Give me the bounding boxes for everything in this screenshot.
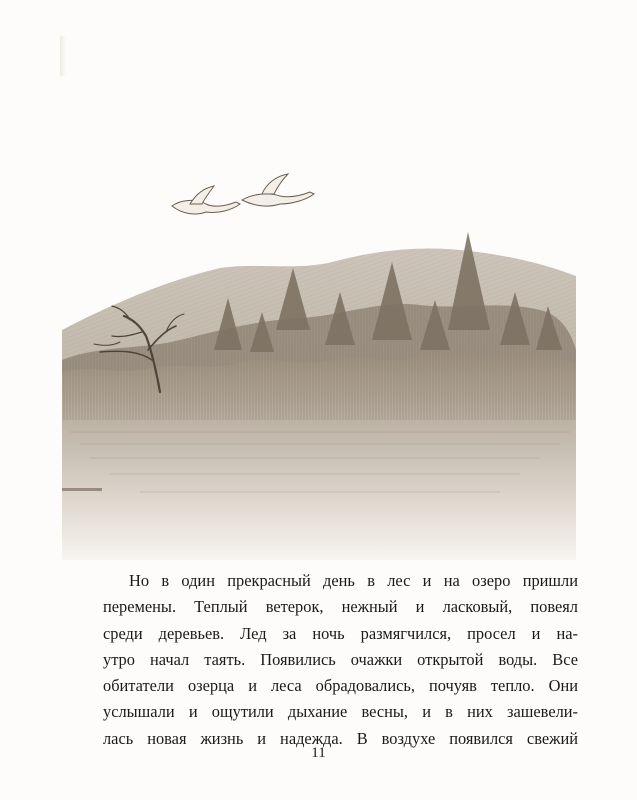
text-line: Но в один прекрасный день в лес и на озеро пришли: [129, 571, 578, 590]
page-number: 11: [311, 745, 326, 761]
text-line: услышали и ощутили дыхание весны, и в них зашевели-: [103, 702, 578, 722]
text-line: утро начал таять. Появились очажки открытой воды. Все: [103, 649, 578, 669]
lake-water: [62, 420, 576, 560]
sky-hatching: [120, 60, 580, 290]
text-line: перемены. Теплый ветерок, нежный и ласковый, повеял: [103, 597, 578, 617]
text-line: обитатели озерца и леса обрадовались, почуяв тепло. Они: [103, 676, 578, 696]
text-line: лась новая жизнь и надежда. В воздухе появился свежий: [103, 728, 578, 748]
text-line: среди деревьев. Лед за ночь размягчился, просел и на-: [103, 623, 578, 643]
body-text: [103, 568, 578, 752]
